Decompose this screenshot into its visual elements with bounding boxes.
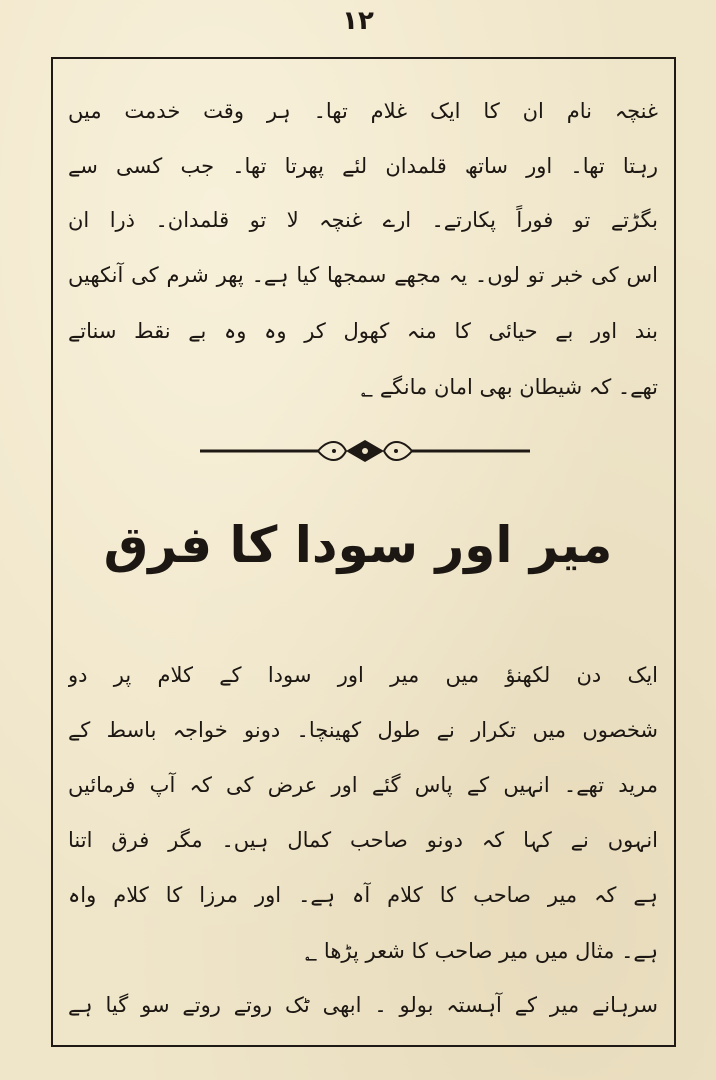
- paragraph-2-verse: سرہانے میر کے آہستہ بولو ۔ ابھی ٹک روتے روتے سو گیا ہے: [68, 993, 658, 1017]
- paragraph-2-line-3: مرید تھے۔ انہیں کے پاس گئے اور عرض کی کہ آپ فرمائیں: [68, 773, 658, 797]
- paragraph-1-line-1: غنچہ نام ان کا ایک غلام تھا۔ ہر وقت خدمت میں: [68, 99, 658, 123]
- paragraph-2-line-6: ہے۔ مثال میں میر صاحب کا شعر پڑھا ؂: [304, 939, 658, 963]
- paragraph-1-line-3: بگڑتے تو فوراً پکارتے۔ ارے غنچہ لا تو قلمدان۔ ذرا ان: [68, 208, 658, 232]
- paragraph-1-line-2: رہتا تھا۔ اور ساتھ قلمدان لئے پھرتا تھا۔ جب کسی سے: [68, 154, 658, 178]
- paragraph-2-line-2: شخصوں میں تکرار نے طول کھینچا۔ دونو خواجہ باسط کے: [68, 718, 658, 742]
- paragraph-1-line-5: بند اور بے حیائی کا منہ کھول کر وہ وہ بے نقط سناتے: [68, 319, 658, 343]
- paragraph-2-line-5: ہے کہ میر صاحب کا کلام آہ ہے۔ اور مرزا کا کلام واہ: [68, 883, 658, 907]
- paragraph-1-line-4: اس کی خبر تو لوں۔ یہ مجھے سمجھا کیا ہے۔ پھر شرم کی آنکھیں: [68, 263, 658, 287]
- paragraph-2-line-1: ایک دن لکھنؤ میں میر اور سودا کے کلام پر دو: [68, 663, 658, 687]
- section-heading: میر اور سودا کا فرق: [103, 516, 613, 574]
- paragraph-2-line-4: انہوں نے کہا کہ دونو صاحب کمال ہیں۔ مگر فرق اتنا: [68, 828, 658, 852]
- page-number: ۱۲: [342, 6, 374, 36]
- paragraph-1-line-6: تھے۔ کہ شیطان بھی امان مانگے ؂: [360, 375, 658, 399]
- ornamental-divider-icon: [200, 436, 530, 466]
